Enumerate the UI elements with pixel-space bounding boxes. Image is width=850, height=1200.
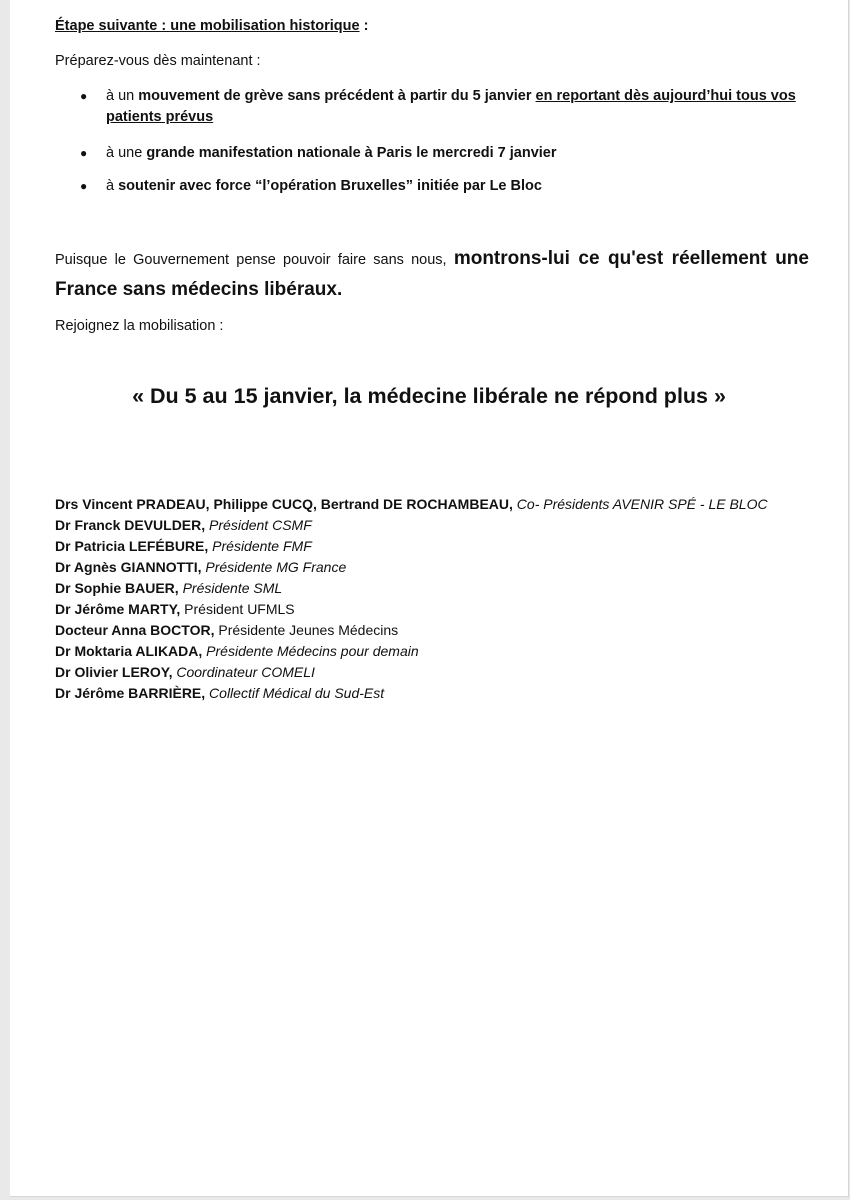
signatory-list: [55, 494, 835, 704]
intro-text: Préparez-vous dès maintenant :: [55, 53, 261, 69]
slogan: « Du 5 au 15 janvier, la médecine libérale ne répond plus »: [132, 384, 726, 408]
list-item-text: à soutenir avec force “l’opération Bruxelles” initiée par Le Bloc: [106, 178, 542, 194]
signatory: Dr Jérôme MARTY, Président UFMLS: [55, 601, 295, 617]
paragraph-emphasis: montrons-lui ce qu'est réellement une France sans médecins libéraux.: [55, 248, 809, 300]
list-item: [80, 176, 810, 197]
signatory: Dr Patricia LEFÉBURE, Présidente FMF: [55, 538, 312, 554]
signatory: Docteur Anna BOCTOR, Présidente Jeunes Médecins: [55, 622, 399, 638]
signatory: Dr Franck DEVULDER, Président CSMF: [55, 517, 312, 533]
document-page: [10, 0, 849, 1197]
heading-colon: :: [359, 18, 369, 34]
list-item: [80, 86, 810, 128]
paragraph-normal: Puisque le Gouvernement pense pouvoir faire sans nous,: [55, 252, 454, 268]
signatory: Drs Vincent PRADEAU, Philippe CUCQ, Bertrand DE ROCHAMBEAU, Co- Présidents AVENIR SPÉ - LE BLOC: [55, 496, 768, 512]
list-item-text: à une grande manifestation nationale à Paris le mercredi 7 janvier: [106, 145, 557, 161]
bullet-icon: ●: [80, 89, 88, 103]
list-item: [80, 143, 810, 164]
signatory: Dr Olivier LEROY, Coordinateur COMELI: [55, 664, 315, 680]
bullet-icon: ●: [80, 179, 88, 193]
heading-text: Étape suivante : une mobilisation historique: [55, 18, 360, 34]
signatory: Dr Agnès GIANNOTTI, Présidente MG France: [55, 559, 347, 575]
call-paragraph: [55, 244, 809, 306]
bullet-icon: ●: [80, 146, 88, 160]
signatory: Dr Sophie BAUER, Présidente SML: [55, 580, 283, 596]
list-item-text: à un mouvement de grève sans précédent à partir du 5 janvier en reportant dès aujourd’hui tous vos patients prévus: [106, 88, 796, 125]
signatory: Dr Moktaria ALIKADA, Présidente Médecins pour demain: [55, 643, 419, 659]
signatory: Dr Jérôme BARRIÈRE, Collectif Médical du Sud-Est: [55, 685, 385, 701]
join-text: Rejoignez la mobilisation :: [55, 318, 224, 334]
section-heading: [55, 18, 368, 34]
